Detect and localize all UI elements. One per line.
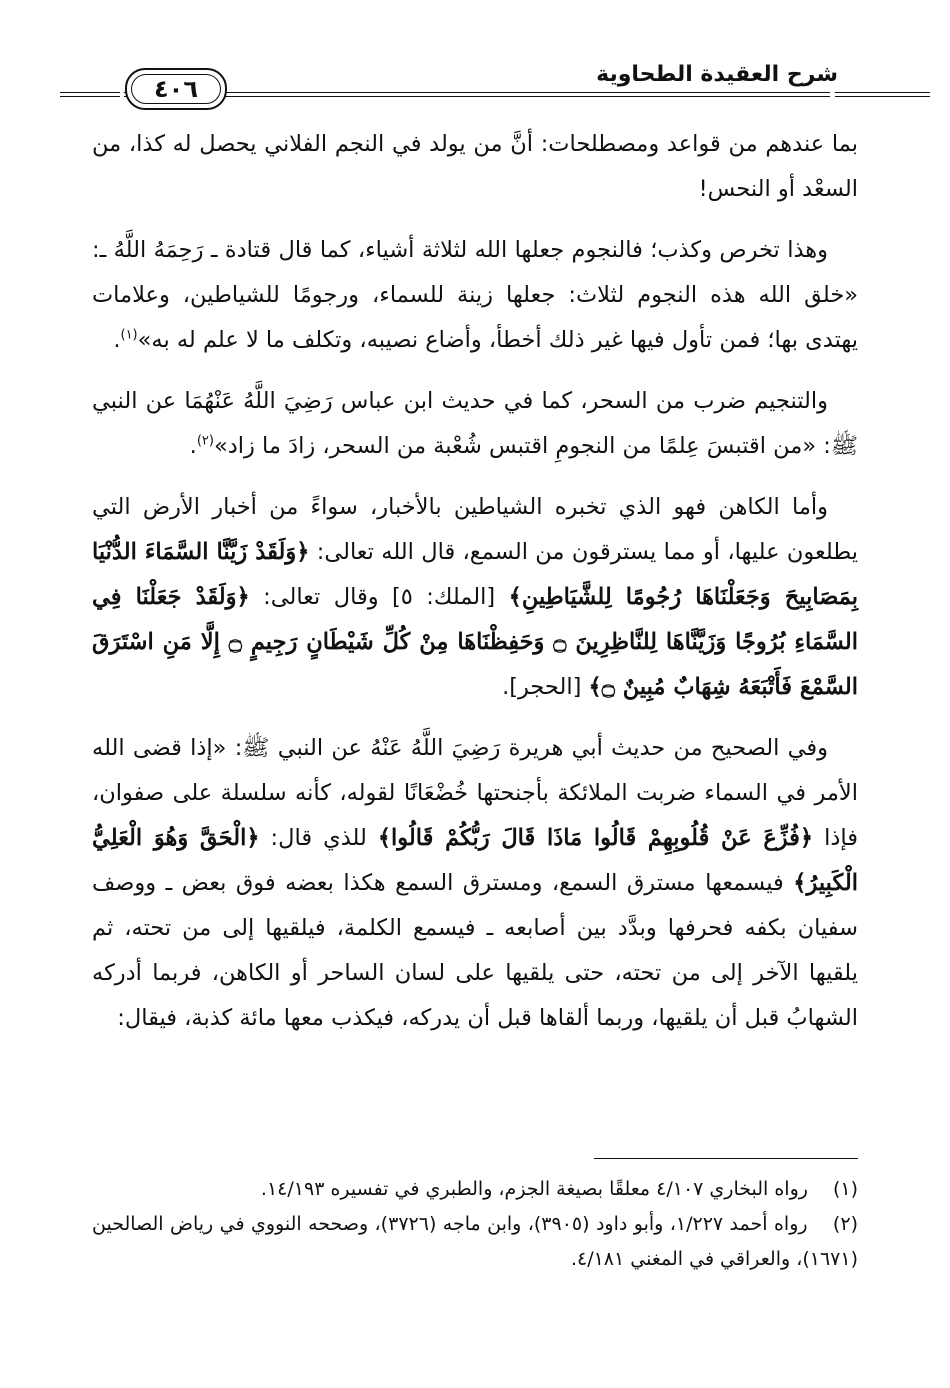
paragraph-text: والتنجيم ضرب من السحر، كما في حديث ابن عباس رَضِيَ اللَّهُ عَنْهُمَا عن النبي ﷺ: «من اقتبسَ عِلمًا من النجومِ اقتبس شُعْبة من السحر، زادَ ما زاد» bbox=[92, 388, 858, 459]
paragraph-text: وأما الكاهن فهو الذي تخبره الشياطين بالأخبار، سواءً من أخبار الأرض التي يطلعون عليها، أو مما يسترقون من السمع، قال الله تعالى: bbox=[92, 494, 859, 565]
header-rule bbox=[60, 96, 120, 97]
header-rule bbox=[835, 92, 930, 93]
footnote-text: رواه البخاري ٤/١٠٧ معلقًا بصيغة الجزم، والطبري في تفسيره ١٤/١٩٣. bbox=[260, 1178, 808, 1200]
main-text bbox=[92, 122, 858, 1057]
paragraph-text: للذي قال: bbox=[270, 825, 367, 851]
paragraph bbox=[92, 122, 858, 212]
header-rule bbox=[124, 96, 830, 97]
quran-verse: ﴿وَلَقَدْ جَعَلْنَا فِي السَّمَاءِ بُرُوجًا وَزَيَّنَّاهَا لِلنَّاظِرِينَ ۝ وَحَفِظْنَاهَا مِنْ كُلِّ شَيْطَانٍ رَجِيمٍ ۝ إِلَّا مَنِ اسْتَرَقَ السَّمْعَ فَأَتْبَعَهُ شِهَابٌ مُبِينٌ ۝﴾ bbox=[92, 584, 858, 700]
paragraph: وهذا تخرص وكذب؛ فالنجوم جعلها الله لثلاثة أشياء، كما قال قتادة ـ رَحِمَهُ اللَّهُ ـ: «خلق الله هذه النجوم لثلاث: جعلها زينة للسماء، ورجومًا للشياطين، وعلامات يهتدى بها؛ فمن تأول فيها غير ذلك أخطأ، وأضاع نصيبه، وتكلف ما لا علم له به»$^{(١)}$. bbox=[92, 237, 858, 353]
quran-verse: ﴿وَلَقَدْ زَيَّنَّا السَّمَاءَ الدُّنْيَا بِمَصَابِيحَ وَجَعَلْنَاهَا رُجُومًا لِلشَّيَاطِينِ﴾ bbox=[92, 539, 858, 610]
paragraph: وأما الكاهن فهو الذي تخبره الشياطين بالأخبار، سواءً من أخبار الأرض التي يطلعون عليها، أو مما يسترقون من السمع، قال الله تعالى: ﴿وَلَقَدْ زَيَّنَّا السَّمَاءَ الدُّنْيَا بِمَصَابِيحَ وَجَعَلْنَاهَا رُجُومًا لِلشَّيَاطِينِ﴾ [الملك: ٥] وقال تعالى: ﴿وَلَقَدْ جَعَلْنَا فِي السَّمَاءِ بُرُوجًا وَزَيَّنَّاهَا لِلنَّاظِرِينَ ۝ وَحَفِظْنَاهَا مِنْ كُلِّ شَيْطَانٍ رَجِيمٍ ۝ إِلَّا مَنِ اسْتَرَقَ السَّمْعَ فَأَتْبَعَهُ شِهَابٌ مُبِينٌ ۝﴾ [الحجر]. bbox=[92, 494, 859, 700]
paragraph-text: بما عندهم من قواعد ومصطلحات: أنَّ من يولد في النجم الفلاني يحصل له كذا، من السعْد أو النحس! bbox=[92, 131, 858, 202]
footnote bbox=[92, 1172, 858, 1207]
page-number-badge bbox=[125, 68, 227, 110]
verse-reference: [الحجر] bbox=[509, 674, 582, 700]
paragraph-text: فيسمعها مسترق السمع، ومسترق السمع هكذا بعضه فوق بعض ـ ووصف سفيان بكفه فحرفها وبدَّد بين أصابعه ـ فيسمع الكلمة، فيلقيها إلى من تحته، ثم يلقيها الآخر إلى من تحته، حتى يلقيها على لسان الساحر أو الكاهن، فربما أدركه الشهابُ قبل أن يلقيها، وربما ألقاها قبل أن يدركه، فيكذب معها مائة كذبة، فيقال: bbox=[92, 870, 858, 1031]
header-rule bbox=[835, 96, 930, 97]
verse-reference: [الملك: ٥] bbox=[392, 584, 496, 610]
footnote-number: (٢) bbox=[832, 1213, 858, 1235]
page-number: ٤٠٦ bbox=[154, 75, 198, 103]
footnote-ref[interactable]: (٢) bbox=[196, 433, 214, 449]
footnote bbox=[92, 1207, 858, 1277]
quran-verse: ﴿الْحَقَّ وَهُوَ الْعَلِيُّ الْكَبِيرُ﴾ bbox=[92, 825, 858, 896]
quran-verse: ﴿فُزِّعَ عَنْ قُلُوبِهِمْ قَالُوا مَاذَا قَالَ رَبُّكُمْ قَالُوا﴾ bbox=[377, 825, 814, 851]
running-title: شرح العقيدة الطحاوية bbox=[596, 62, 838, 87]
footnote-number: (١) bbox=[832, 1178, 858, 1200]
footnote-text: رواه أحمد ١/٢٢٧، وأبو داود (٣٩٠٥)، وابن ماجه (٣٧٢٦)، وصححه النووي في رياض الصالحين (١٦٧١)، والعراقي في المغني ٤/١٨١. bbox=[92, 1213, 858, 1270]
connector-text: وقال تعالى: bbox=[263, 584, 379, 610]
footnote-ref[interactable]: (١) bbox=[120, 327, 138, 343]
header-rule bbox=[60, 92, 120, 93]
footnote-separator bbox=[594, 1158, 858, 1159]
paragraph bbox=[92, 726, 858, 1041]
paragraph: والتنجيم ضرب من السحر، كما في حديث ابن عباس رَضِيَ اللَّهُ عَنْهُمَا عن النبي ﷺ: «من اقتبسَ عِلمًا من النجومِ اقتبس شُعْبة من السحر، زادَ ما زاد»$^{(٢)}$. bbox=[92, 388, 858, 459]
header-rule bbox=[124, 92, 830, 93]
footnotes bbox=[92, 1172, 858, 1277]
paragraph-text: وهذا تخرص وكذب؛ فالنجوم جعلها الله لثلاثة أشياء، كما قال قتادة ـ رَحِمَهُ اللَّهُ ـ: «خلق الله هذه النجوم لثلاث: جعلها زينة للسماء، ورجومًا للشياطين، وعلامات يهتدى بها؛ فمن تأول فيها غير ذلك أخطأ، وأضاع نصيبه، وتكلف ما لا علم له به» bbox=[92, 237, 858, 353]
paragraph-text: وفي الصحيح من حديث أبي هريرة رَضِيَ اللَّهُ عَنْهُ عن النبي ﷺ: «إذا قضى الله الأمر في السماء ضربت الملائكة بأجنحتها خُضْعَانًا لقوله، كأنه سلسلة على صفوان، فإذا bbox=[92, 735, 859, 851]
